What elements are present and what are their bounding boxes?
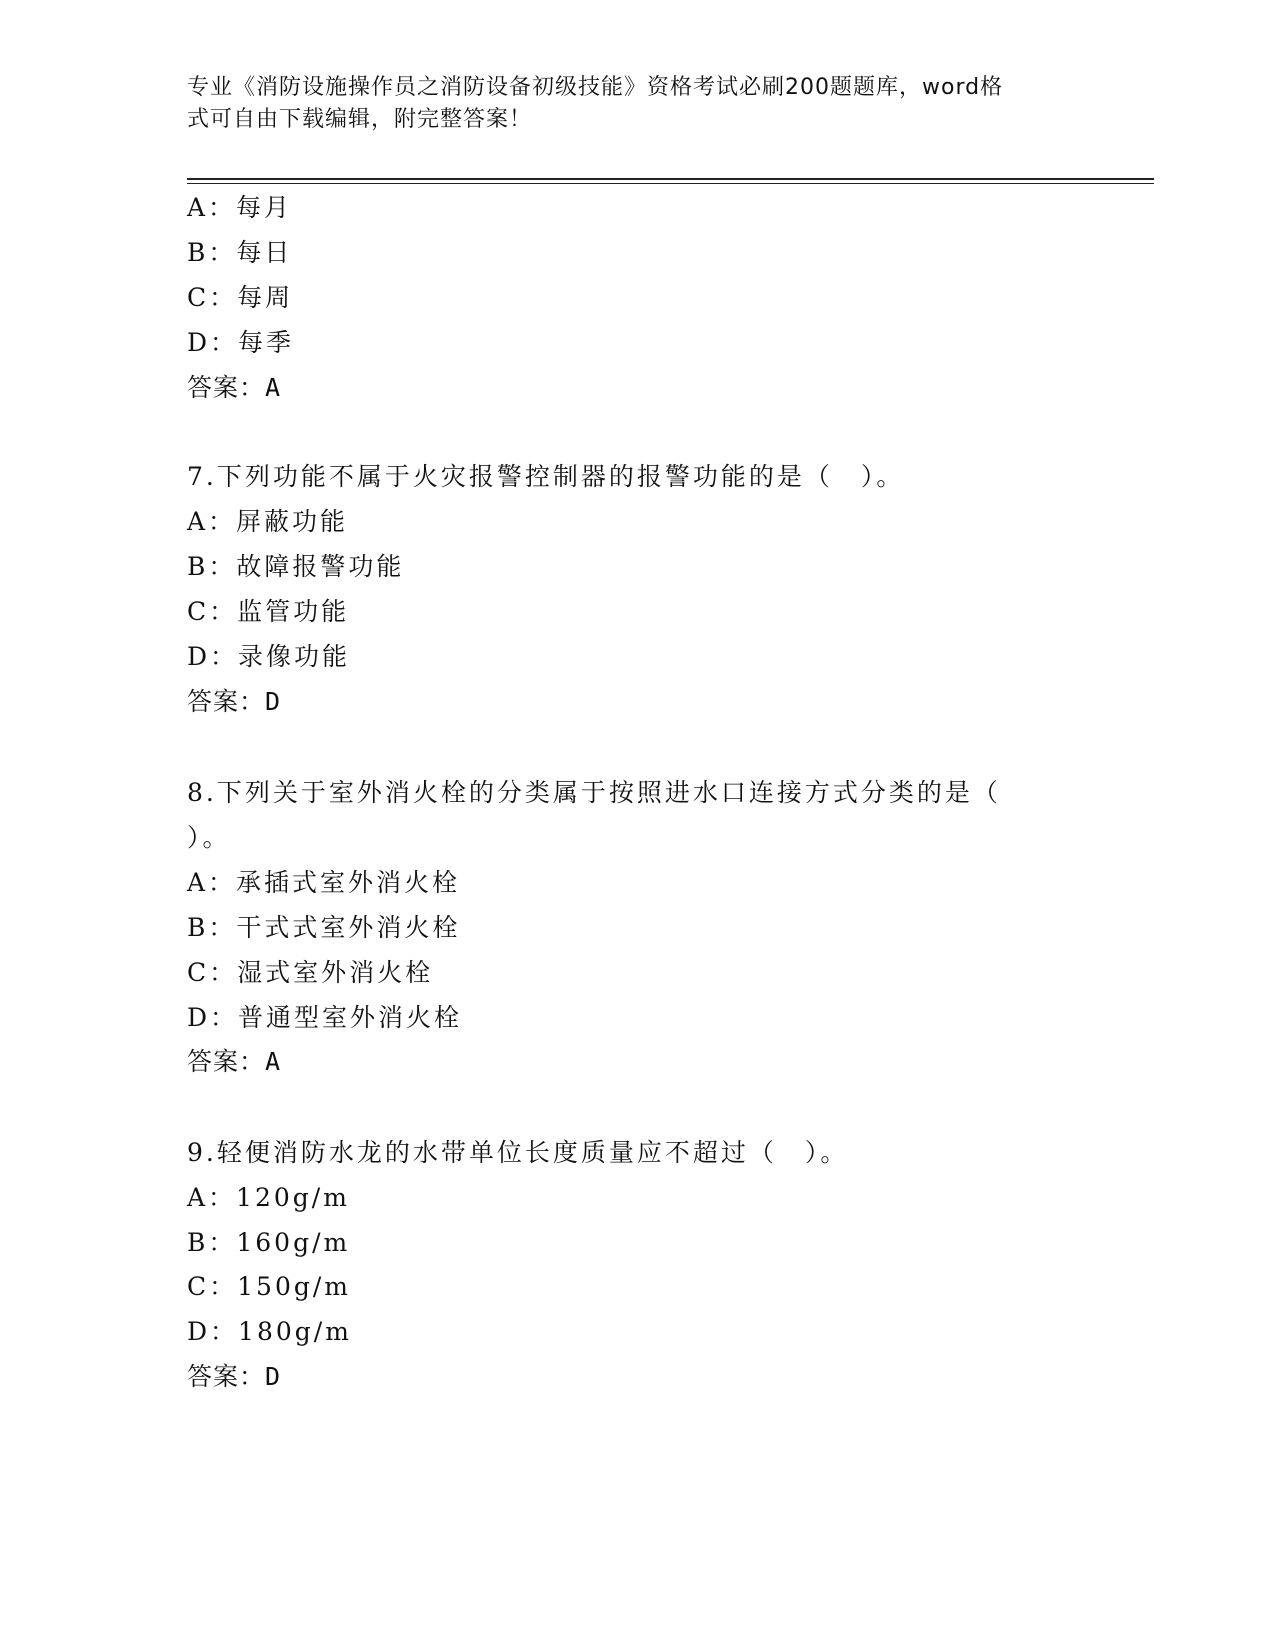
header-divider-thin <box>187 183 1154 184</box>
q6-option-d: D：每季 <box>187 328 295 357</box>
document-header <box>187 72 1067 136</box>
header-line-2: 式可自由下载编辑，附完整答案！ <box>187 107 533 132</box>
q7-question: 7.下列功能不属于火灾报警控制器的报警功能的是（ ）。 <box>187 462 905 491</box>
header-line-1: 专业《消防设施操作员之消防设备初级技能》资格考试必刷200题题库，word格 <box>187 75 1004 100</box>
q9-answer-label: 答案： <box>187 1362 266 1391</box>
q8-question-line-2: ）。 <box>187 823 231 852</box>
q7-option-a: A：屏蔽功能 <box>187 507 349 536</box>
q9-option-d: D：180g/m <box>187 1317 352 1346</box>
q7-option-d: D：录像功能 <box>187 642 351 671</box>
q8-option-a: A：承插式室外消火栓 <box>187 868 461 897</box>
q6-option-b: B：每日 <box>187 238 293 267</box>
q7-option-c: C：监管功能 <box>187 597 350 626</box>
q8-question-line-1: 8.下列关于室外消火栓的分类属于按照进水口连接方式分类的是（ <box>187 778 1001 807</box>
q9-question: 9.轻便消防水龙的水带单位长度质量应不超过（ ）。 <box>187 1138 849 1167</box>
q8-option-d: D：普通型室外消火栓 <box>187 1003 463 1032</box>
q6-option-a: A：每月 <box>187 193 293 222</box>
q9-option-c: C：150g/m <box>187 1272 351 1301</box>
q8-option-b: B：干式式室外消火栓 <box>187 913 461 942</box>
q6-answer <box>187 372 281 404</box>
q6-answer-value: A <box>265 373 282 402</box>
q6-option-c: C：每周 <box>187 283 294 312</box>
q8-answer-label: 答案： <box>187 1047 266 1076</box>
q9-answer <box>187 1361 281 1393</box>
q9-answer-value: D <box>265 1362 282 1391</box>
q8-option-c: C：湿式室外消火栓 <box>187 958 434 987</box>
q7-answer-label: 答案： <box>187 687 266 716</box>
q6-answer-label: 答案： <box>187 373 266 402</box>
q8-answer <box>187 1046 281 1078</box>
q9-option-a: A：120g/m <box>187 1183 350 1212</box>
q7-answer-value: D <box>265 687 282 716</box>
q8-answer-value: A <box>265 1047 282 1076</box>
q7-option-b: B：故障报警功能 <box>187 552 405 581</box>
header-divider-thick <box>187 178 1154 180</box>
q7-answer <box>187 686 281 718</box>
q9-option-b: B：160g/m <box>187 1228 351 1257</box>
